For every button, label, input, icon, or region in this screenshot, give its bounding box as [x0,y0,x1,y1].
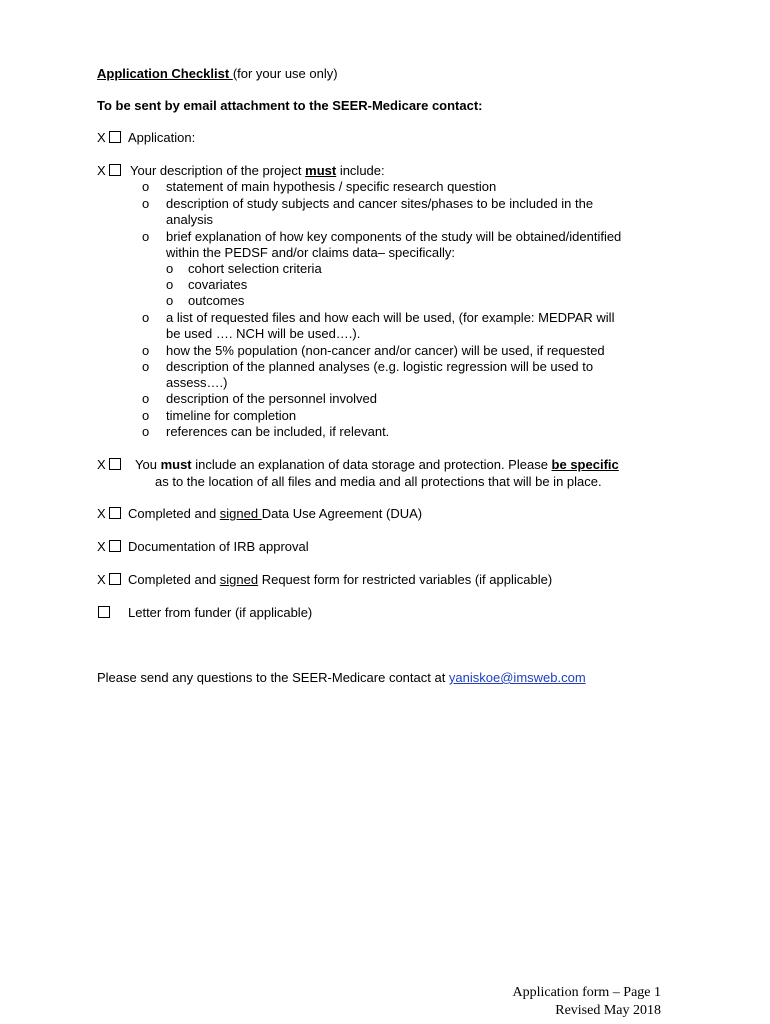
item-label: Documentation of IRB approval [128,539,309,554]
checkbox[interactable] [98,606,110,618]
list-item-continued: be used …. NCH will be used….). [166,326,361,341]
check-mark: X [97,572,106,587]
sub-list-item: o cohort selection criteria [166,261,322,276]
checkbox[interactable] [109,540,121,552]
emphasis-must: must [305,163,337,178]
checkbox[interactable] [109,458,121,470]
footer-page-label: Application form – Page 1 [512,985,661,1000]
checkbox[interactable] [109,131,121,143]
item-label: Letter from funder (if applicable) [128,605,313,620]
check-mark: X [97,130,106,145]
contact-email-link[interactable]: yaniskoe@imsweb.com [448,670,586,685]
sub-list-item: o covariates [166,277,248,292]
checkbox[interactable] [109,164,121,176]
checklist-heading [97,66,338,82]
emphasis-must: must [160,457,192,472]
check-mark: X [97,539,106,554]
check-mark: X [97,506,106,521]
checkbox[interactable] [109,507,121,519]
item-label: Completed and signed Data Use Agreement (DUA) [128,506,423,521]
contact-text: Please send any questions to the SEER-Medicare contact at [97,670,449,685]
list-item: o description of the planned analyses (e.g. logistic regression will be used to [142,359,594,374]
item-label: You must include an explanation of data storage and protection. Please be specific [135,457,619,472]
list-item-continued: assess….) [166,375,228,390]
list-item: o statement of main hypothesis / specific research question [142,179,497,194]
check-mark: X [97,163,106,178]
list-item: o references can be included, if relevant. [142,424,390,439]
checkbox[interactable] [109,573,121,585]
storage-line-2: as to the location of all files and media and all protections that will be in place. [155,474,602,489]
list-item: o description of study subjects and cancer sites/phases to be included in the [142,196,594,211]
list-item: o a list of requested files and how each will be used, (for example: MEDPAR will [142,310,615,325]
checklist-subtitle: To be sent by email attachment to the SEER-Medicare contact: [97,98,483,113]
emphasis-be-specific: be specific [551,457,619,472]
check-mark: X [97,457,106,472]
contact-line [97,670,586,686]
list-item: o how the 5% population (non-cancer and/or cancer) will be used, if requested [142,343,605,358]
list-item: o timeline for completion [142,408,297,423]
item-label: Your description of the project must include: [130,163,385,178]
item-label: Application: [128,130,196,145]
list-item: o description of the personnel involved [142,391,378,406]
item-label: Completed and signed Request form for restricted variables (if applicable) [128,572,553,587]
list-item: o brief explanation of how key components of the study will be obtained/identified [142,229,622,244]
sub-list-item: o outcomes [166,293,245,308]
list-item-continued: within the PEDSF and/or claims data– specifically: [166,245,456,260]
checklist-title: Application Checklist [97,66,233,81]
checklist-title-note: (for your use only) [232,66,338,81]
footer-revised-date: Revised May 2018 [555,1003,661,1018]
list-item-continued: analysis [166,212,213,227]
